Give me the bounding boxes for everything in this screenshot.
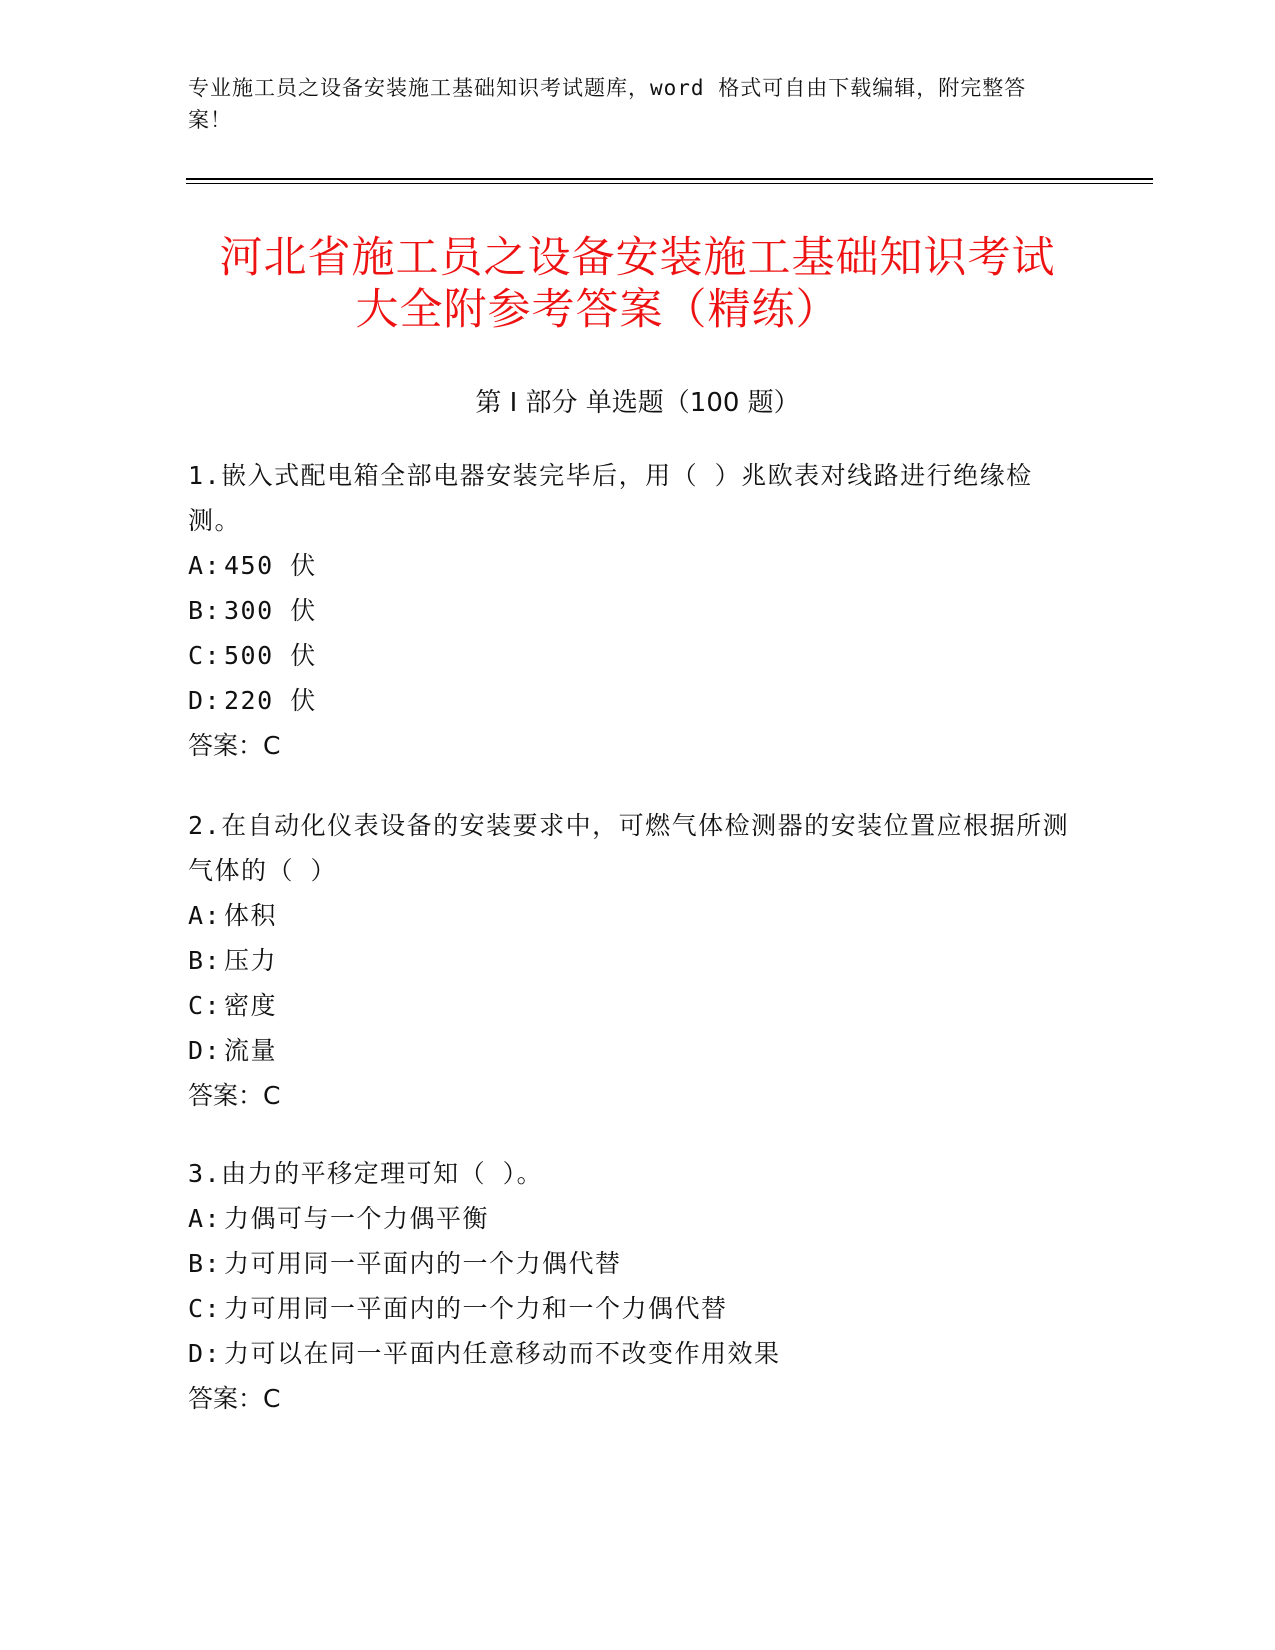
answer: 答案：C (188, 1384, 281, 1413)
option-text: 体积 (224, 901, 278, 930)
option-key: D: (188, 1339, 222, 1368)
option-text: 流量 (224, 1036, 278, 1065)
option-key: B: (188, 1249, 222, 1278)
option-text: 450 伏 (224, 551, 317, 580)
option-key: C: (188, 991, 222, 1020)
option-text: 力可用同一平面内的一个力和一个力偶代替 (224, 1294, 728, 1323)
option-c (188, 983, 1088, 1028)
question-2 (188, 803, 1088, 1118)
option-text: 300 伏 (224, 596, 317, 625)
option-b (188, 938, 1088, 983)
option-d (188, 1028, 1088, 1073)
option-d (188, 678, 1088, 723)
option-key: A: (188, 551, 222, 580)
option-c (188, 633, 1088, 678)
document-title-line-1: 河北省施工员之设备安装施工基础知识考试 (219, 233, 1056, 283)
answer: 答案：C (188, 1081, 281, 1110)
option-key: D: (188, 686, 222, 715)
header-divider-thin (186, 183, 1153, 184)
question-text: 2.在自动化仪表设备的安装要求中，可燃气体检测器的安装位置应根据所测气体的（ ） (188, 811, 1070, 885)
question-3 (188, 1151, 1088, 1421)
option-a (188, 893, 1088, 938)
option-text: 力偶可与一个力偶平衡 (224, 1204, 490, 1233)
option-text: 力可以在同一平面内任意移动而不改变作用效果 (224, 1339, 781, 1368)
option-c (188, 1286, 1088, 1331)
option-text: 500 伏 (224, 641, 317, 670)
question-text: 1.嵌入式配电箱全部电器安装完毕后，用（ ）兆欧表对线路进行绝缘检测。 (188, 461, 1033, 535)
question-1 (188, 453, 1088, 768)
answer: 答案：C (188, 731, 281, 760)
option-a (188, 1196, 1088, 1241)
option-key: B: (188, 946, 222, 975)
header-note: 专业施工员之设备安装施工基础知识考试题库，word 格式可自由下载编辑，附完整答案！ (188, 76, 1027, 132)
option-a (188, 543, 1088, 588)
option-text: 220 伏 (224, 686, 317, 715)
option-text: 密度 (224, 991, 278, 1020)
option-key: C: (188, 1294, 222, 1323)
option-key: A: (188, 901, 222, 930)
option-d (188, 1331, 1088, 1376)
option-key: D: (188, 1036, 222, 1065)
option-text: 压力 (224, 946, 278, 975)
option-b (188, 1241, 1088, 1286)
option-b (188, 588, 1088, 633)
section-heading: 第 I 部分 单选题（100 题） (475, 388, 800, 418)
option-key: A: (188, 1204, 222, 1233)
header-divider-thick (186, 178, 1153, 180)
option-text: 力可用同一平面内的一个力偶代替 (224, 1249, 622, 1278)
option-key: C: (188, 641, 222, 670)
document-title-line-2: 大全附参考答案（精练） (355, 285, 840, 335)
question-text: 3.由力的平移定理可知（ ）。 (188, 1159, 544, 1188)
option-key: B: (188, 596, 222, 625)
